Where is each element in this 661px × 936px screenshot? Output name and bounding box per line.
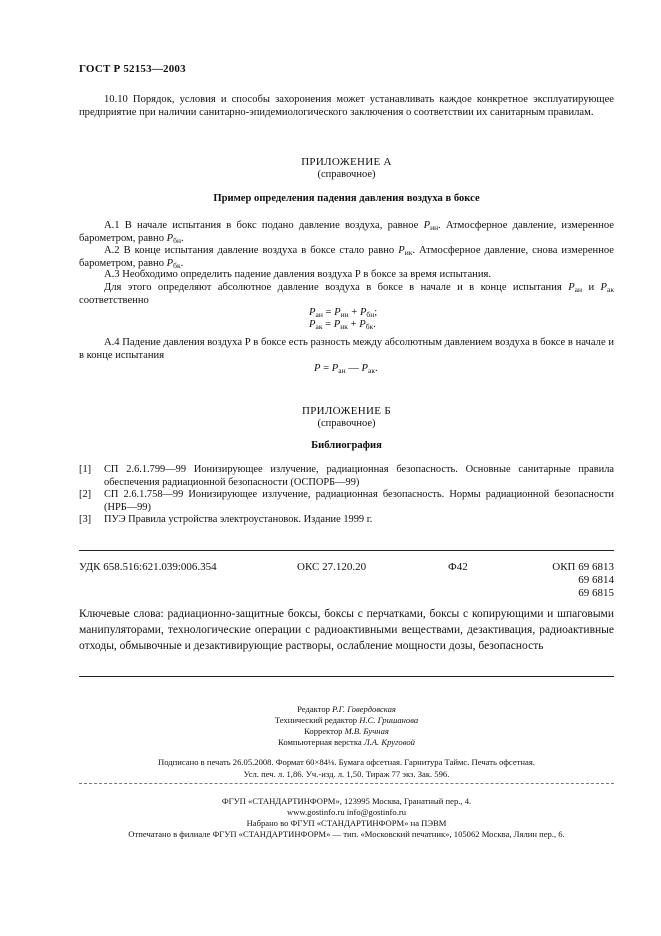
okp-code: 69 6815 xyxy=(578,587,614,599)
appendix-b-subtitle: (справочное) xyxy=(317,418,376,429)
appendix-a-title: ПРИЛОЖЕНИЕ А xyxy=(301,156,392,168)
imprint-print-line-2: Усл. печ. л. 1,86. Уч.-изд. л. 1,50. Тираж 77 экз. Зак. 596. xyxy=(243,769,450,779)
bibliography-number: [1] xyxy=(79,464,92,475)
publisher-web: www.gostinfo.ru info@gostinfo.ru xyxy=(286,807,407,817)
typeset-note: Набрано во ФГУП «СТАНДАРТИНФОРМ» на ПЭВМ xyxy=(246,818,447,828)
publisher-line: ФГУП «СТАНДАРТИНФОРМ», 123995 Москва, Гранатный пер., 4. xyxy=(221,796,472,806)
appendix-b-title: ПРИЛОЖЕНИЕ Б xyxy=(302,405,391,417)
document-header: ГОСТ Р 52153—2003 xyxy=(79,63,186,75)
divider xyxy=(79,676,614,677)
keywords: Ключевые слова: радиационно-защитные боксы, боксы с перчатками, боксы с копирующими и шпаговыми манипуляторами, технологические операции с радиоактивными веществами, дезактивация, радиоактивные отходы, обмывочные и дезактивирующие растворы, ослабление мощности дозы, безопасность xyxy=(79,608,614,652)
f-code: Ф42 xyxy=(448,561,468,573)
bibliography-number: [2] xyxy=(79,489,92,500)
dashed-divider xyxy=(79,783,614,784)
bibliography-item xyxy=(79,489,614,514)
imprint-corrector: Корректор М.В. Бучная xyxy=(304,726,389,736)
bibliography-text: СП 2.6.1.758—99 Ионизирующее излучение, радиационная безопасность. Нормы радиационной безопасности (НРБ—99) xyxy=(104,489,614,513)
appendix-a-subtitle: (справочное) xyxy=(317,169,376,180)
imprint-editor: Редактор Р.Г. Говердовская xyxy=(297,704,396,714)
udk-code: УДК 658.516:621.039:006.354 xyxy=(79,561,217,573)
formula-p: $P = P_{ан}$ — $P_{ак}$. xyxy=(314,363,378,375)
printed-note: Отпечатано в филиале ФГУП «СТАНДАРТИНФОРМ» — тип. «Московский печатник», 105062 Москва, Лялин пер., 6. xyxy=(128,829,565,839)
formula-pan: $P_{ан} = P_{ин} + P_{бн}$; xyxy=(309,307,378,319)
bibliography-number: [3] xyxy=(79,514,92,525)
bibliography-text: ПУЭ Правила устройства электроустановок. Издание 1999 г. xyxy=(104,514,373,525)
paragraph-a1: А.1 В начале испытания в бокс подано давление воздуха, равное $P_{ин}$. Атмосферное давление, измеренное барометром, равно $P_{бн}$. xyxy=(79,220,615,245)
okp-code: ОКП 69 6813 xyxy=(552,561,614,573)
paragraph-a3: А.3 Необходимо определить падение давления воздуха Р в боксе за время испытания. xyxy=(104,269,492,280)
imprint-print-line-1: Подписано в печать 26.05.2008. Формат 60×84⅛. Бумага офсетная. Гарнитура Таймс. Печать офсетная. xyxy=(158,757,535,767)
okp-code: 69 6814 xyxy=(578,574,614,586)
paragraph-10-10: 10.10 Порядок, условия и способы захоронения может устанавливать каждое конкретное эксплуатирующее предприятие при наличии санитарно-эпидемиологического заключения о соответствии их санитарным правилам. xyxy=(79,94,614,118)
imprint-layout: Компьютерная верстка Л.А. Круговой xyxy=(278,737,415,747)
paragraph-a4: А.4 Падение давления воздуха Р в боксе есть разность между абсолютным давлением воздуха в боксе в начале и в конце испытания xyxy=(79,337,614,361)
formula-pak: $P_{ак} = P_{ик} + P_{бк}$. xyxy=(309,319,376,331)
appendix-b-heading: Библиография xyxy=(311,440,382,451)
paragraph-a3-cont: Для этого определяют абсолютное давление воздуха в боксе в начале и в конце испытания $P_{ан}$ и $P_{ак}$ соответственно xyxy=(79,282,614,306)
bibliography-text: СП 2.6.1.799—99 Ионизирующее излучение, радиационная безопасность. Основные санитарные правила обеспечения радиационной безопасности (ОСПОРБ—99) xyxy=(104,464,614,488)
okp-codes xyxy=(544,561,614,600)
imprint-tech-editor: Технический редактор Н.С. Гришанова xyxy=(274,715,419,725)
bibliography-item xyxy=(79,464,614,489)
oks-code: ОКС 27.120.20 xyxy=(297,561,367,573)
divider xyxy=(79,550,614,551)
appendix-a-heading: Пример определения падения давления воздуха в боксе xyxy=(213,193,480,204)
paragraph-a2: А.2 В конце испытания давление воздуха в боксе стало равно $P_{ик}$. Атмосферное давление, снова измеренное барометром, равно $P_{бк}$. xyxy=(79,245,614,270)
bibliography-item xyxy=(79,514,614,527)
